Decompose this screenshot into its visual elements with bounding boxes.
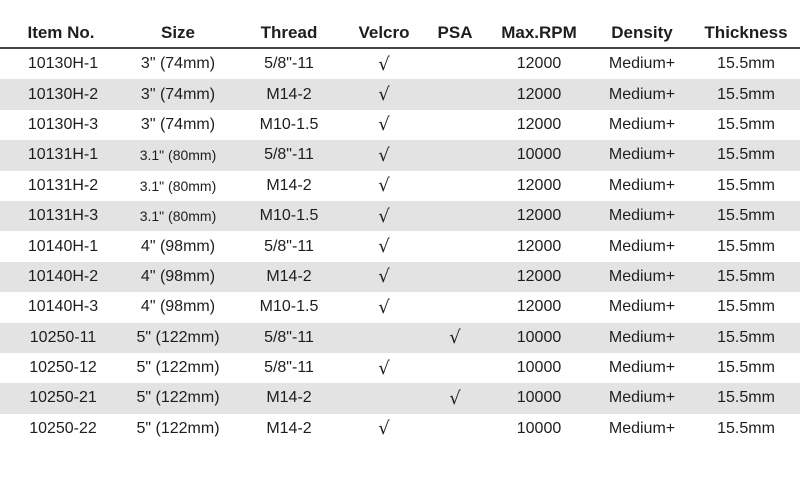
psa-check-cell — [424, 353, 486, 383]
table-row — [0, 79, 800, 109]
thread-cell: M14-2 — [234, 79, 344, 109]
density-cell: Medium+ — [592, 323, 692, 353]
column-header-thickness: Thickness — [692, 18, 800, 48]
item-no-cell: 10250-22 — [29, 419, 97, 437]
thickness-cell: 15.5mm — [692, 140, 800, 170]
table-row — [0, 292, 800, 322]
thread-cell: M14-2 — [266, 176, 312, 194]
density-cell: Medium+ — [608, 419, 676, 437]
item-no-cell: 10140H-1 — [27, 237, 99, 255]
size-cell: 4" (98mm) — [122, 262, 234, 292]
density-cell: Medium+ — [608, 55, 676, 73]
item-no-cell: 10250-12 — [29, 359, 97, 377]
density-cell: Medium+ — [592, 383, 692, 413]
column-header-density: Density — [592, 18, 692, 48]
density-cell: Medium+ — [592, 140, 692, 170]
table-row — [0, 414, 800, 444]
density-cell: Medium+ — [608, 176, 676, 194]
item-no-cell: 10250-11 — [0, 323, 122, 353]
thread-cell: 5/8"-11 — [264, 359, 314, 377]
psa-check-cell — [424, 140, 486, 170]
psa-check-cell — [424, 48, 486, 79]
thickness-cell: 15.5mm — [717, 359, 775, 377]
max-rpm-cell: 12000 — [516, 176, 562, 194]
column-header-psa: PSA — [424, 18, 486, 48]
thread-cell: M10-1.5 — [259, 298, 319, 316]
max-rpm-cell: 12000 — [486, 79, 592, 109]
velcro-check-cell: √ — [378, 175, 390, 197]
item-no-cell: 10130H-2 — [0, 79, 122, 109]
thickness-cell: 15.5mm — [717, 176, 775, 194]
column-header-item-no: Item No. — [0, 18, 122, 48]
table-row — [0, 323, 800, 353]
item-no-cell: 10130H-3 — [27, 115, 99, 133]
table-row — [0, 201, 800, 231]
thread-cell: M14-2 — [234, 262, 344, 292]
thread-cell: M14-2 — [234, 383, 344, 413]
max-rpm-cell: 10000 — [516, 419, 562, 437]
thickness-cell: 15.5mm — [692, 79, 800, 109]
velcro-check-cell: √ — [378, 296, 390, 318]
size-cell: 5" (122mm) — [122, 323, 234, 353]
size-cell: 4" (98mm) — [140, 298, 216, 316]
max-rpm-cell: 12000 — [486, 201, 592, 231]
velcro-check-cell: √ — [378, 418, 390, 440]
velcro-check-cell: √ — [344, 140, 424, 170]
item-no-cell: 10131H-1 — [0, 140, 122, 170]
table-row — [0, 48, 800, 79]
item-no-cell: 10130H-1 — [27, 55, 99, 73]
max-rpm-cell: 10000 — [486, 323, 592, 353]
item-no-cell: 10131H-2 — [27, 176, 99, 194]
density-cell: Medium+ — [592, 79, 692, 109]
max-rpm-cell: 12000 — [516, 237, 562, 255]
size-cell: 5" (122mm) — [136, 419, 220, 437]
size-cell: 5" (122mm) — [136, 359, 220, 377]
velcro-check-cell — [344, 383, 424, 413]
size-cell: 3.1" (80mm) — [122, 140, 234, 170]
velcro-check-cell: √ — [378, 357, 390, 379]
thread-cell: M10-1.5 — [259, 115, 319, 133]
thread-cell: 5/8"-11 — [234, 323, 344, 353]
thickness-cell: 15.5mm — [692, 323, 800, 353]
max-rpm-cell: 10000 — [486, 140, 592, 170]
thickness-cell: 15.5mm — [717, 55, 775, 73]
psa-check-cell — [424, 262, 486, 292]
thread-cell: 5/8"-11 — [264, 55, 314, 73]
column-header-thread: Thread — [234, 18, 344, 48]
column-header-velcro: Velcro — [344, 18, 424, 48]
thickness-cell: 15.5mm — [717, 298, 775, 316]
size-cell: 3.1" (80mm) — [122, 201, 234, 231]
thickness-cell: 15.5mm — [692, 201, 800, 231]
thickness-cell: 15.5mm — [717, 115, 775, 133]
density-cell: Medium+ — [608, 359, 676, 377]
thickness-cell: 15.5mm — [692, 262, 800, 292]
density-cell: Medium+ — [592, 201, 692, 231]
psa-check-cell — [424, 231, 486, 261]
spec-table-container — [0, 18, 800, 444]
max-rpm-cell: 12000 — [516, 55, 562, 73]
psa-check-cell: √ — [424, 383, 486, 413]
psa-check-cell — [424, 201, 486, 231]
density-cell: Medium+ — [608, 115, 676, 133]
velcro-check-cell: √ — [378, 114, 390, 136]
thread-cell: 5/8"-11 — [264, 237, 314, 255]
column-header-max-rpm: Max.RPM — [486, 18, 592, 48]
velcro-check-cell: √ — [344, 201, 424, 231]
psa-check-cell — [424, 79, 486, 109]
velcro-check-cell — [344, 323, 424, 353]
velcro-check-cell: √ — [344, 79, 424, 109]
thread-cell: M10-1.5 — [234, 201, 344, 231]
table-row — [0, 110, 800, 140]
size-cell: 3" (74mm) — [122, 79, 234, 109]
max-rpm-cell: 10000 — [516, 359, 562, 377]
thread-cell: 5/8"-11 — [234, 140, 344, 170]
item-no-cell: 10140H-3 — [27, 298, 99, 316]
max-rpm-cell: 12000 — [486, 262, 592, 292]
size-cell: 3.1" (80mm) — [139, 177, 217, 194]
table-row — [0, 231, 800, 261]
size-cell: 4" (98mm) — [140, 237, 216, 255]
column-header-size: Size — [122, 18, 234, 48]
size-cell: 5" (122mm) — [122, 383, 234, 413]
density-cell: Medium+ — [608, 237, 676, 255]
psa-check-cell — [424, 292, 486, 322]
size-cell: 3" (74mm) — [140, 55, 216, 73]
table-row — [0, 140, 800, 170]
psa-check-cell — [424, 171, 486, 201]
item-no-cell: 10131H-3 — [0, 201, 122, 231]
table-row — [0, 383, 800, 413]
psa-check-cell: √ — [424, 323, 486, 353]
product-spec-table — [0, 18, 800, 444]
table-row — [0, 262, 800, 292]
velcro-check-cell: √ — [378, 53, 390, 75]
table-row — [0, 353, 800, 383]
thread-cell: M14-2 — [266, 419, 312, 437]
velcro-check-cell: √ — [344, 262, 424, 292]
table-body — [0, 48, 800, 444]
header-row — [0, 18, 800, 48]
thickness-cell: 15.5mm — [717, 237, 775, 255]
thickness-cell: 15.5mm — [717, 419, 775, 437]
velcro-check-cell: √ — [378, 236, 390, 258]
psa-check-cell — [424, 110, 486, 140]
density-cell: Medium+ — [592, 262, 692, 292]
psa-check-cell — [424, 414, 486, 444]
thickness-cell: 15.5mm — [692, 383, 800, 413]
item-no-cell: 10250-21 — [0, 383, 122, 413]
size-cell: 3" (74mm) — [140, 115, 216, 133]
max-rpm-cell: 12000 — [516, 115, 562, 133]
density-cell: Medium+ — [608, 298, 676, 316]
item-no-cell: 10140H-2 — [0, 262, 122, 292]
max-rpm-cell: 12000 — [516, 298, 562, 316]
max-rpm-cell: 10000 — [486, 383, 592, 413]
table-row — [0, 171, 800, 201]
